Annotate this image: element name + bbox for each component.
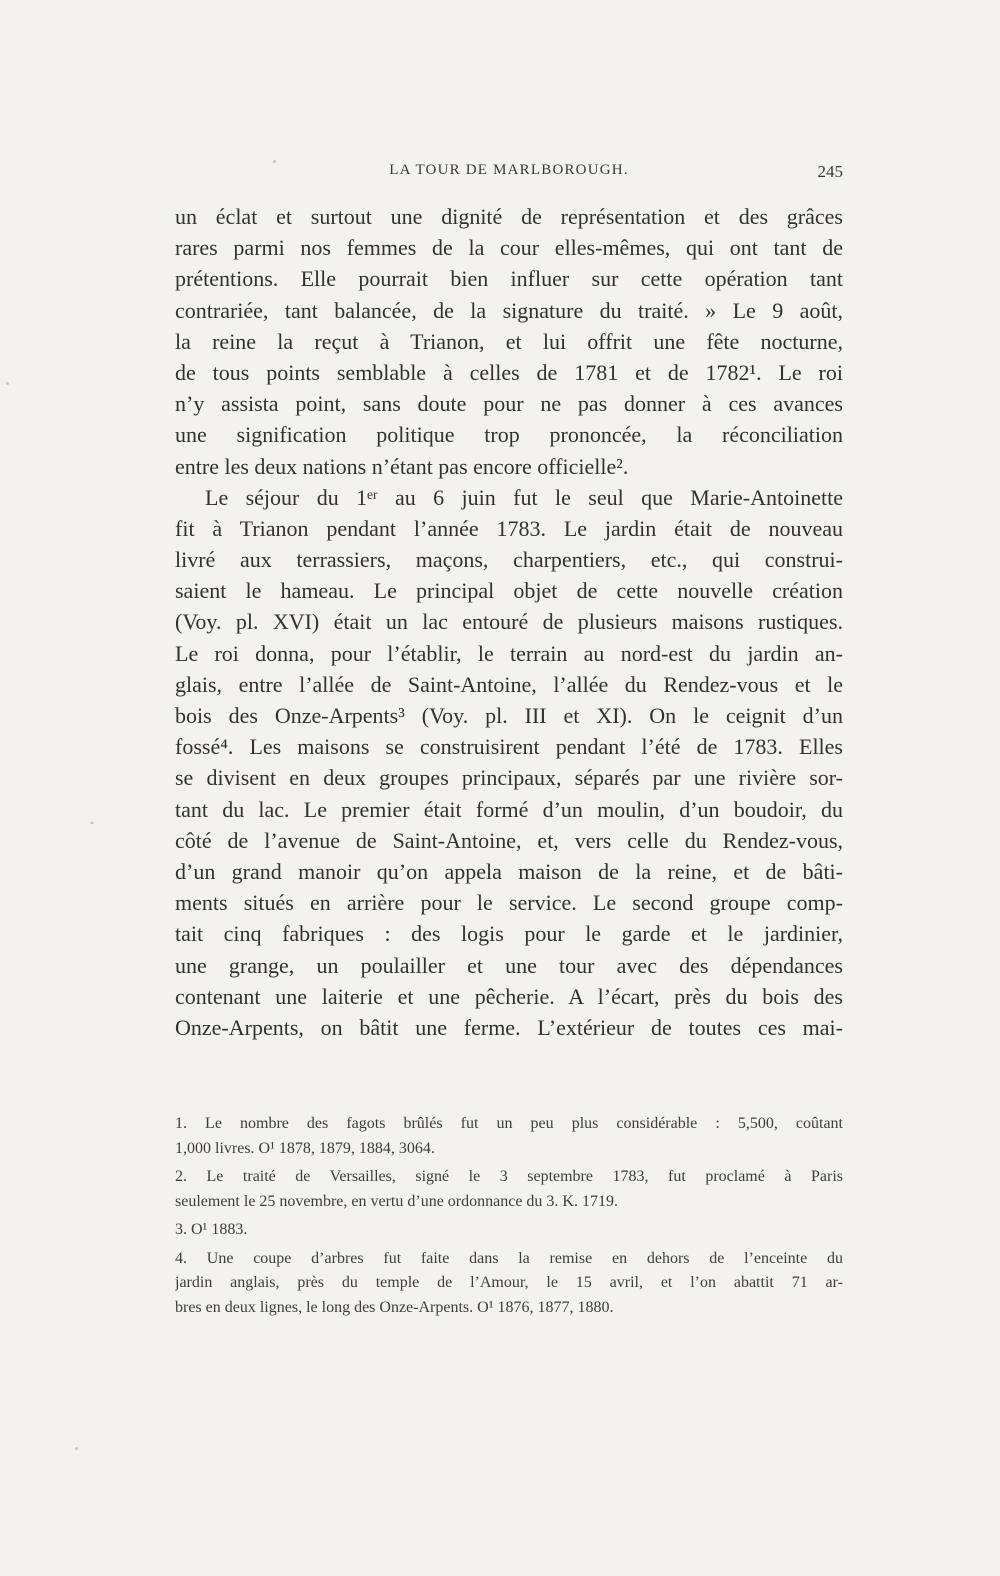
- footnote-line: 1,000 livres. O¹ 1878, 1879, 1884, 3064.: [175, 1139, 435, 1157]
- body-line: n’y assista point, sans doute pour ne pas donner à ces avances: [175, 391, 843, 417]
- body-line: d’un grand manoir qu’on appela maison de la reine, et de bâti-: [175, 858, 843, 884]
- body-line: contenant une laiterie et une pêcherie. A l’écart, près du bois des: [175, 983, 843, 1009]
- body-line: Onze-Arpents, on bâtit une ferme. L’extérieur de toutes ces mai-: [175, 1014, 843, 1040]
- body-line: saient le hameau. Le principal objet de cette nouvelle création: [175, 578, 843, 604]
- footnotes: [175, 1112, 843, 1320]
- body-line: se divisent en deux groupes principaux, séparés par une rivière sor-: [175, 765, 843, 791]
- body-line: (Voy. pl. XVI) était un lac entouré de plusieurs maisons rustiques.: [175, 609, 843, 635]
- footnote-line: 4. Une coupe d’arbres fut faite dans la remise en dehors de l’enceinte du: [175, 1249, 843, 1267]
- body-line: de tous points semblable à celles de 1781 et de 1782¹. Le roi: [175, 359, 843, 385]
- running-title: LA TOUR DE MARLBOROUGH.: [389, 162, 629, 178]
- body-line: un éclat et surtout une dignité de représentation et des grâces: [175, 204, 843, 229]
- body-line: entre les deux nations n’étant pas encore officielle².: [175, 453, 629, 479]
- page-header: [175, 162, 843, 186]
- body-line: Le roi donna, pour l’établir, le terrain au nord-est du jardin an-: [175, 640, 843, 666]
- body-line: Le séjour du 1ᵉʳ au 6 juin fut le seul que Marie-Antoinette: [205, 484, 843, 510]
- footnote-line: bres en deux lignes, le long des Onze-Arpents. O¹ 1876, 1877, 1880.: [175, 1298, 614, 1316]
- body-line: livré aux terrassiers, maçons, charpentiers, etc., qui construi-: [175, 547, 843, 573]
- body-line: tant du lac. Le premier était formé d’un moulin, d’un boudoir, du: [175, 796, 843, 822]
- body-line: prétentions. Elle pourrait bien influer sur cette opération tant: [175, 266, 843, 292]
- footnote-line: 2. Le traité de Versailles, signé le 3 septembre 1783, fut proclamé à Paris: [175, 1168, 843, 1185]
- footnote-line: 1. Le nombre des fagots brûlés fut un peu plus considérable : 5,500, coûtant: [175, 1115, 843, 1132]
- footnote-line: 3. O¹ 1883.: [175, 1221, 248, 1238]
- footnote-line: seulement le 25 novembre, en vertu d’une ordonnance du 3. K. 1719.: [175, 1192, 618, 1210]
- body-line: contrariée, tant balancée, de la signature du traité. » Le 9 août,: [175, 297, 843, 323]
- body-line: une grange, un poulailler et une tour avec des dépendances: [175, 952, 843, 978]
- body-line: fossé⁴. Les maisons se construisirent pendant l’été de 1783. Elles: [175, 734, 843, 760]
- paper-speck: [75, 1447, 78, 1450]
- footnote-line: jardin anglais, près du temple de l’Amour, le 15 avril, et l’on abattit 71 ar-: [175, 1274, 843, 1291]
- body-line: tait cinq fabriques : des logis pour le garde et le jardinier,: [175, 921, 843, 947]
- body-line: bois des Onze-Arpents³ (Voy. pl. III et XI). On le ceignit d’un: [175, 703, 843, 728]
- body-line: la reine la reçut à Trianon, et lui offrit une fête nocturne,: [175, 328, 843, 354]
- paper-speck: [6, 382, 9, 385]
- page-number: 245: [817, 162, 843, 181]
- paper-speck: [90, 822, 94, 824]
- body-line: rares parmi nos femmes de la cour elles-mêmes, qui ont tant de: [175, 235, 843, 261]
- body-line: glais, entre l’allée de Saint-Antoine, l’allée du Rendez-vous et le: [175, 671, 843, 697]
- body-line: une signification politique trop prononcée, la réconciliation: [175, 422, 843, 448]
- body-line: ments situés en arrière pour le service. Le second groupe comp-: [175, 890, 843, 916]
- body-text: [175, 201, 843, 1043]
- body-line: côté de l’avenue de Saint-Antoine, et, vers celle du Rendez-vous,: [175, 827, 843, 853]
- body-line: fit à Trianon pendant l’année 1783. Le jardin était de nouveau: [175, 515, 843, 541]
